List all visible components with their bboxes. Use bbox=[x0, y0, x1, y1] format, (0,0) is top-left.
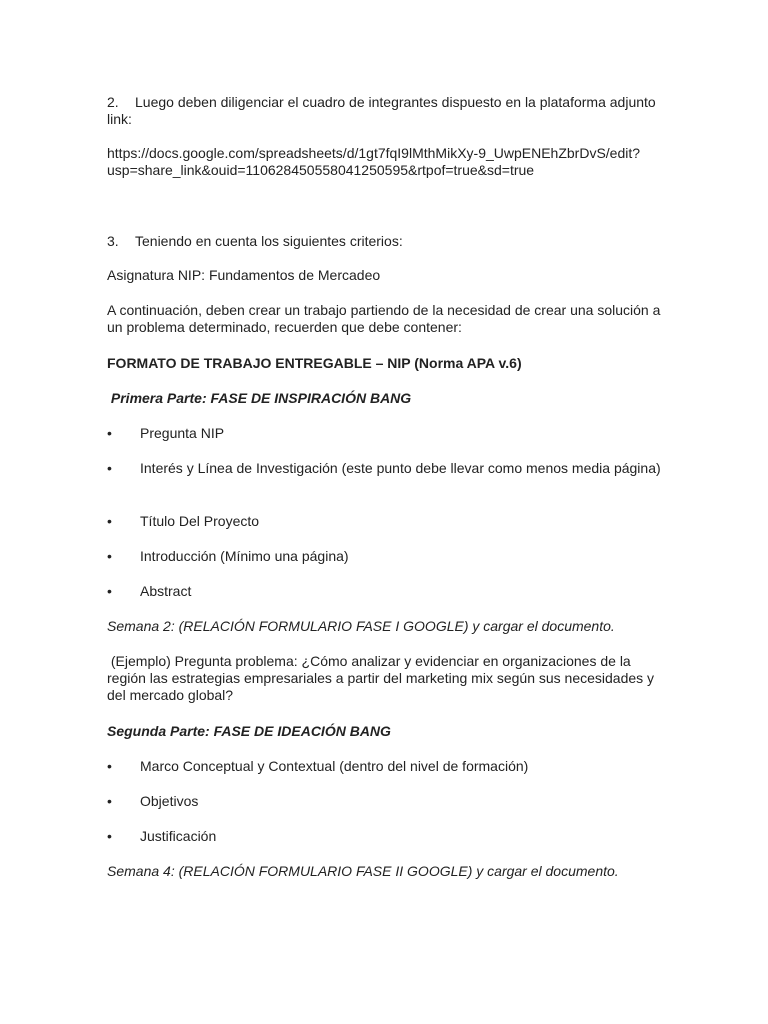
bullet-icon: • bbox=[107, 513, 112, 529]
bullet-text: Interés y Línea de Investigación (este punto debe llevar como menos media página) bbox=[140, 460, 661, 476]
item-2-paragraph bbox=[107, 94, 667, 128]
bullet-icon: • bbox=[107, 828, 112, 844]
bullet-text: Marco Conceptual y Contextual (dentro del nivel de formación) bbox=[140, 758, 529, 774]
bullet-icon: • bbox=[107, 758, 112, 774]
list-item bbox=[107, 425, 667, 441]
example-paragraph: (Ejemplo) Pregunta problema: ¿Cómo analizar y evidenciar en organizaciones de la región las estrategias empresariales a partir del marketing mix según sus necesidades y del mercado global? bbox=[107, 653, 658, 703]
week-2-note: Semana 2: (RELACIÓN FORMULARIO FASE I GOOGLE) y cargar el documento. bbox=[107, 618, 615, 634]
week-4-note: Semana 4: (RELACIÓN FORMULARIO FASE II GOOGLE) y cargar el documento. bbox=[107, 863, 619, 879]
bullet-icon: • bbox=[107, 425, 112, 441]
part-2-heading: Segunda Parte: FASE DE IDEACIÓN BANG bbox=[107, 723, 391, 739]
list-item bbox=[107, 758, 667, 774]
bullet-text: Introducción (Mínimo una página) bbox=[140, 548, 349, 564]
item-3-paragraph bbox=[107, 233, 667, 250]
list-item bbox=[107, 460, 667, 476]
bullet-icon: • bbox=[107, 460, 112, 476]
part-1-heading: Primera Parte: FASE DE INSPIRACIÓN BANG bbox=[107, 390, 412, 406]
item-2-text: Luego deben diligenciar el cuadro de integrantes dispuesto en la plataforma adjunto link: bbox=[107, 94, 656, 127]
spreadsheet-link[interactable] bbox=[107, 145, 667, 179]
bullet-icon: • bbox=[107, 583, 112, 599]
format-heading: FORMATO DE TRABAJO ENTREGABLE – NIP (Norma APA v.6) bbox=[107, 355, 522, 371]
item-3-number: 3. bbox=[107, 233, 119, 249]
intro-paragraph: A continuación, deben crear un trabajo partiendo de la necesidad de crear una solución a un problema determinado, recuerden que debe contener: bbox=[107, 302, 661, 335]
item-2-number: 2. bbox=[107, 94, 119, 110]
item-3-text: Teniendo en cuenta los siguientes criterios: bbox=[135, 233, 403, 249]
subject-line: Asignatura NIP: Fundamentos de Mercadeo bbox=[107, 267, 381, 283]
link-line-1[interactable]: https://docs.google.com/spreadsheets/d/1gt7fqI9lMthMikXy-9_UwpENEhZbrDvS/edit? bbox=[107, 145, 641, 161]
bullet-text: Objetivos bbox=[140, 793, 199, 809]
list-item bbox=[107, 793, 667, 809]
bullet-text: Abstract bbox=[140, 583, 192, 599]
bullet-text: Título Del Proyecto bbox=[140, 513, 260, 529]
list-item bbox=[107, 548, 667, 564]
bullet-icon: • bbox=[107, 793, 112, 809]
list-item bbox=[107, 583, 667, 599]
list-item bbox=[107, 513, 667, 529]
link-line-2[interactable]: usp=share_link&ouid=110628450558041250595&rtpof=true&sd=true bbox=[107, 162, 535, 178]
bullet-icon: • bbox=[107, 548, 112, 564]
bullet-text: Justificación bbox=[140, 828, 217, 844]
list-item bbox=[107, 828, 667, 844]
bullet-text: Pregunta NIP bbox=[140, 425, 225, 441]
